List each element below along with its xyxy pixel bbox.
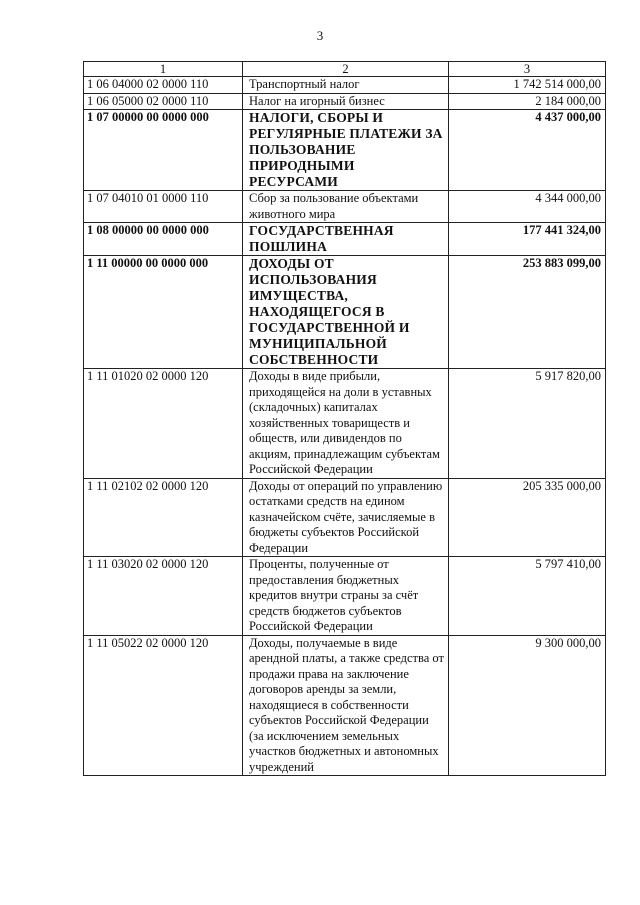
row-amount: 177 441 324,00 — [449, 223, 606, 256]
row-code: 1 08 00000 00 0000 000 — [84, 223, 243, 256]
row-name: Транспортный налог — [243, 77, 449, 94]
row-amount: 1 742 514 000,00 — [449, 77, 606, 94]
table-row — [84, 110, 606, 191]
row-code: 1 11 01020 02 0000 120 — [84, 369, 243, 479]
row-code: 1 11 03020 02 0000 120 — [84, 557, 243, 636]
row-code: 1 06 05000 02 0000 110 — [84, 93, 243, 110]
column-header-name: 2 — [243, 62, 449, 77]
table-row — [84, 635, 606, 776]
row-amount: 253 883 099,00 — [449, 256, 606, 369]
row-code: 1 07 00000 00 0000 000 — [84, 110, 243, 191]
row-code: 1 11 00000 00 0000 000 — [84, 256, 243, 369]
table-row — [84, 191, 606, 223]
row-amount: 4 437 000,00 — [449, 110, 606, 191]
table-row — [84, 369, 606, 479]
column-header-amount: 3 — [449, 62, 606, 77]
table-row — [84, 256, 606, 369]
row-code: 1 07 04010 01 0000 110 — [84, 191, 243, 223]
row-amount: 9 300 000,00 — [449, 635, 606, 776]
row-amount: 205 335 000,00 — [449, 478, 606, 557]
table-row — [84, 93, 606, 110]
row-amount: 4 344 000,00 — [449, 191, 606, 223]
row-name: Доходы, получаемые в виде арендной платы, а также средства от продажи права на заключение договоров аренды за земли, находящиеся в собственности субъектов Российской Федерации (за исключением земельных участков бюджетных и автономных учреждений — [243, 635, 449, 776]
row-name: Доходы в виде прибыли, приходящейся на доли в уставных (складочных) капиталах хозяйственных товариществ и обществ, или дивидендов по акциям, принадлежащим субъектам Российской Федерации — [243, 369, 449, 479]
table-row — [84, 223, 606, 256]
row-code: 1 11 02102 02 0000 120 — [84, 478, 243, 557]
table-row — [84, 478, 606, 557]
row-name: Проценты, полученные от предоставления бюджетных кредитов внутри страны за счёт средств бюджетов субъектов Российской Федерации — [243, 557, 449, 636]
row-name: Налог на игорный бизнес — [243, 93, 449, 110]
row-name: ДОХОДЫ ОТ ИСПОЛЬЗОВАНИЯ ИМУЩЕСТВА, НАХОДЯЩЕГОСЯ В ГОСУДАРСТВЕННОЙ И МУНИЦИПАЛЬНОЙ СОБСТВЕННОСТИ — [243, 256, 449, 369]
revenue-table — [83, 61, 606, 776]
column-header-code: 1 — [84, 62, 243, 77]
row-amount: 2 184 000,00 — [449, 93, 606, 110]
row-code: 1 11 05022 02 0000 120 — [84, 635, 243, 776]
row-amount: 5 797 410,00 — [449, 557, 606, 636]
row-name: Доходы от операций по управлению остатками средств на едином казначейском счёте, зачисляемые в бюджеты субъектов Российской Федерации — [243, 478, 449, 557]
table-row — [84, 77, 606, 94]
table-row — [84, 557, 606, 636]
table-header-row — [84, 62, 606, 77]
row-name: Сбор за пользование объектами животного мира — [243, 191, 449, 223]
row-amount: 5 917 820,00 — [449, 369, 606, 479]
page-number: 3 — [316, 28, 324, 43]
row-code: 1 06 04000 02 0000 110 — [84, 77, 243, 94]
row-name: НАЛОГИ, СБОРЫ И РЕГУЛЯРНЫЕ ПЛАТЕЖИ ЗА ПОЛЬЗОВАНИЕ ПРИРОДНЫМИ РЕСУРСАМИ — [243, 110, 449, 191]
row-name: ГОСУДАРСТВЕННАЯ ПОШЛИНА — [243, 223, 449, 256]
